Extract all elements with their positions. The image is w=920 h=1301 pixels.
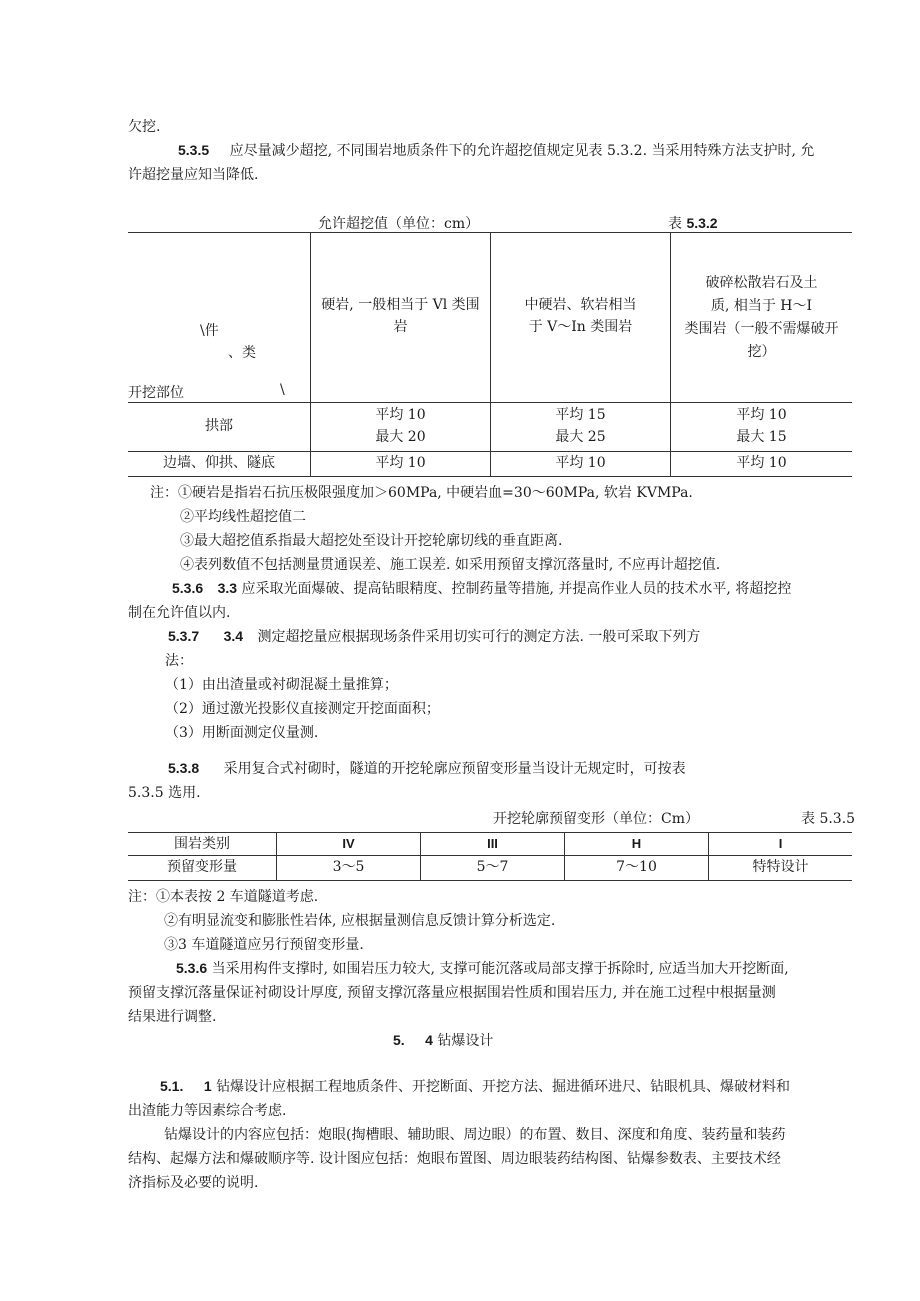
paragraph-line: 结构、起爆方法和爆破顺序等. 设计图应包括：炮眼布置图、周边眼装药结构图、钻爆参数表、主要技术经: [128, 1151, 781, 1167]
section-5-3-5: [178, 140, 814, 160]
section-number: 5.3.5: [178, 142, 210, 158]
note-line: ③3 车道隧道应另行预留变形量.: [164, 937, 364, 953]
diagonal-header-slash: \: [280, 382, 285, 398]
row-label-deformation: 预留变形量: [167, 859, 237, 875]
diagonal-header-top: \件: [200, 323, 219, 339]
table-cell: 3～5: [332, 859, 365, 875]
table-cell: 平均 15 最大 25: [555, 407, 606, 445]
table-title: 开挖轮廓预留变形（单位：Cm）: [493, 811, 699, 827]
list-item: （1）由出渣量或衬砌混凝土量推算；: [165, 677, 398, 693]
header-class-iii: III: [487, 836, 498, 851]
table-title: 允许超挖值（单位：cm）: [318, 216, 480, 232]
list-item: （2）通过激光投影仪直接测定开挖面面积；: [165, 701, 440, 717]
note-line: ②有明显流变和膨胀性岩体, 应根据量测信息反馈计算分析选定.: [164, 913, 556, 929]
section-5-3-7: [168, 626, 700, 646]
section-5-3-6-b: [176, 958, 789, 978]
table-cell: 平均 10 最大 15: [736, 407, 787, 445]
list-item: （3）用断面测定仪量测.: [165, 725, 319, 741]
paragraph-line: 出渣能力等因素综合考虑.: [128, 1103, 287, 1119]
paragraph-line: 钻爆设计的内容应包括：炮眼(掏槽眼、辅助眼、周边眼）的布置、数目、深度和角度、装药量和装药: [164, 1127, 786, 1143]
diagonal-header-bottom: 开挖部位: [128, 385, 184, 401]
table-cell: 特特设计: [752, 859, 809, 875]
table-cell: 平均 10: [555, 455, 606, 471]
paragraph-line: 当采用构件支撑时, 如围岩压力较大, 支撑可能沉落或局部支撑于拆除时, 应适当加大开挖断面,: [211, 961, 789, 977]
note-line: ③最大超挖值系指最大超挖处至设计开挖轮廓切线的垂直距离.: [180, 533, 563, 549]
subsection-number: 3.3: [217, 580, 238, 596]
section-5-1-1: [160, 1076, 790, 1096]
header-class-h: H: [631, 836, 642, 851]
section-5-3-8: [168, 758, 686, 778]
note-line: ②平均线性超挖值二: [180, 509, 306, 525]
paragraph-line: 预留支撑沉落量保证衬砌设计厚度, 预留支撑沉落量应根据围岩性质和围岩压力, 并在施工过程中根据量测: [128, 985, 776, 1001]
paragraph-line: 济指标及必要的说明.: [128, 1175, 259, 1191]
column-header-loose-rock: 破碎松散岩石及土 质, 相当于 H～I 类围岩（一般不需爆破开 挖）: [684, 275, 839, 360]
subsection-number: 3.4: [223, 628, 244, 644]
note-line: 注：①本表按 2 车道隧道考虑.: [128, 889, 319, 905]
note-line: 注：①硬岩是指岩石抗压极限强度加＞60MPa, 中硬岩血=30～60MPa, 软岩 KVMPa.: [150, 485, 693, 501]
paragraph-line: 许超挖量应知当降低.: [128, 167, 259, 183]
section-number: 5.3.7: [168, 628, 200, 644]
header-class-i: I: [778, 836, 783, 851]
diagonal-header-mid: 、类: [228, 345, 256, 361]
paragraph-line: 应采取光面爆破、提高钻眼精度、控制药量等措施, 并提高作业人员的技术水平, 将超挖控: [241, 581, 792, 597]
section-number: 5.3.6: [172, 580, 204, 596]
table-cell: 7～10: [616, 859, 657, 875]
table-cell: 平均 10 最大 20: [375, 407, 426, 445]
intro-fragment: 欠挖.: [128, 119, 161, 135]
section-number: 5.1.: [160, 1078, 184, 1094]
note-line: ④表列数值不包括测量贯通误差、施工误差. 如采用预留支撑沉落量时, 不应再计超挖值.: [180, 557, 721, 573]
paragraph-line: 钻爆设计应根据工程地质条件、开挖断面、开挖方法、掘进循环进尺、钻眼机具、爆破材料和: [216, 1079, 791, 1095]
table-number: 表 5.3.2: [668, 215, 718, 232]
table-number: 表 5.3.5: [801, 811, 856, 827]
section-number: 5.3.6: [176, 960, 208, 976]
paragraph-line: 应尽量减少超挖, 不同围岩地质条件下的允许超挖值规定见表 5.3.2. 当采用特殊方法支护时, 允: [229, 143, 815, 159]
section-heading: 5. 4 钻爆设计: [393, 1032, 494, 1049]
table-cell: 平均 10: [736, 455, 787, 471]
paragraph-line: 采用复合式衬砌时，隧道的开挖轮廓应预留变形量当设计无规定时，可按表: [223, 761, 686, 777]
table-cell: 5～7: [476, 859, 509, 875]
row-label-side-wall: 边墙、仰拱、隧底: [163, 455, 275, 471]
paragraph-line: 制在允许值以内.: [128, 605, 231, 621]
paragraph-line: 结果进行调整.: [128, 1009, 217, 1025]
paragraph-line: 5.3.5 选用.: [128, 785, 201, 801]
section-5-3-6: [172, 578, 791, 598]
row-label-arch: 拱部: [205, 418, 233, 434]
column-header-medium-rock: 中硬岩、软岩相当 于 V～In 类围岩: [524, 297, 637, 335]
paragraph-line: 法：: [165, 653, 193, 669]
header-class-iv: IV: [342, 836, 355, 851]
header-rock-class: 围岩类别: [174, 836, 230, 852]
column-header-hard-rock: 硬岩, 一般相当于 Vl 类围 岩: [321, 297, 480, 335]
table-cell: 平均 10: [375, 455, 426, 471]
paragraph-line: 测定超挖量应根据现场条件采用切实可行的测定方法. 一般可采取下列方: [257, 629, 701, 645]
section-number: 5.3.8: [168, 760, 200, 776]
subsection-number: 1: [203, 1078, 212, 1094]
